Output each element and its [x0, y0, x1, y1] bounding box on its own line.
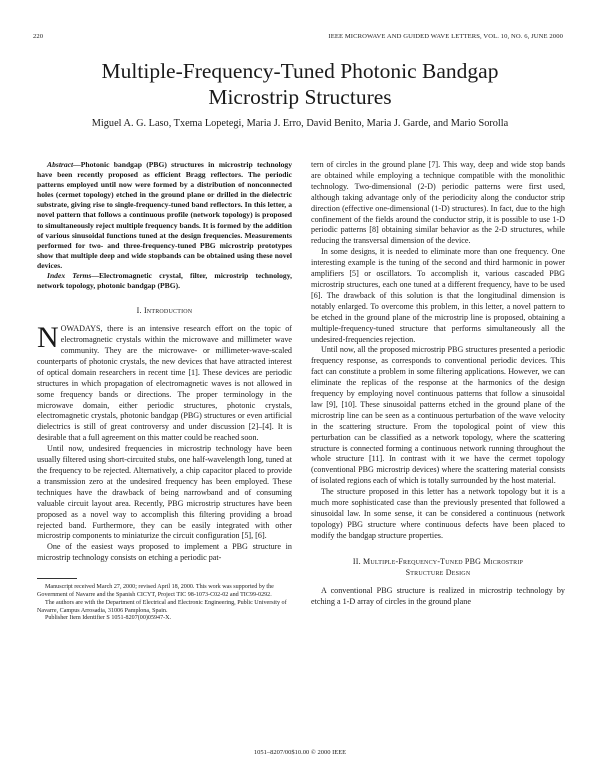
title-line-1: Multiple-Frequency-Tuned Photonic Bandgap — [101, 59, 499, 83]
section-2-title-1: Multiple-Frequency-Tuned PBG Microstrip — [363, 556, 524, 566]
abstract-label: Abstract— — [47, 160, 81, 169]
intro-paragraph-5: Until now, all the proposed microstrip PBG structures presented a periodic frequency response, as corresponds to conventional periodic devices. This fact can constitute a problem in some filtering applications. However, we can eliminate the replicas of the response at the harmonics of the design frequency by employing novel continuous patterns that follow a sinusoidal law [9], [10]. These sinusoidal patterns etched in the ground plane of the microstrip line can be seen as a continuous perturbation of the wave velocity in the scattering structure. From the topological point of view this perturbation can be classified as a network topology, where the scattering structure is connected forming a continuous network running throughout the whole structure [11]. In contrast with it we have the cermet topology (conventional PBG microstrip devices) where the scattering material consists of isolated regions each of which is totally surrounded by the host material. — [311, 345, 565, 486]
copyright-footer: 1051–8207/00$10.00 © 2000 IEEE — [253, 749, 347, 756]
footnote-affiliation: The authors are with the Department of Electrical and Electronic Engineering, Public University of Navarre, Campus Arrosadia, 31006 Pamplona, Spain. — [37, 599, 287, 614]
section-2-paragraph-1: A conventional PBG structure is realized in microstrip technology by etching a 1-D array of circles in the ground plane — [311, 585, 565, 606]
abstract-text: Photonic bandgap (PBG) structures in microstrip technology have been recently proposed as efficient Bragg reflectors. The periodic patterns employed until now were formed by a distribution of nonconnected holes (cermet topology) etched in the ground plane or drilled in the dielectric substrate, giving rise to single-frequency-tuned band reflectors. In this letter, a novel pattern that follows a continuous profile (network topology) is proposed to simultaneously reject multiple frequency bands. It is formed by the addition of various sinusoidal functions tuned at the design frequencies. Measurements performed for two- and three-frequency-tuned PBG microstrip prototypes show that multiple deep and wide stopbands can be obtained using these novel devices. — [37, 160, 292, 270]
drop-cap: N — [37, 321, 59, 355]
section-2-heading — [311, 556, 565, 578]
section-2-title-2: Structure Design — [405, 567, 471, 577]
section-2-heading-line-1 — [311, 556, 565, 567]
journal-header: IEEE MICROWAVE AND GUIDED WAVE LETTERS, VOL. 10, NO. 6, JUNE 2000 — [328, 33, 563, 40]
footnote-manuscript: Manuscript received March 27, 2000; revised April 18, 2000. This work was supported by the Government of Navarre and the Spanish CICYT, Project TIC 98-1073-C02-02 and TIC99-0292. — [37, 584, 274, 598]
authors: Miguel A. G. Laso, Txema Lopetegi, Maria J. Erro, David Benito, Maria J. Garde, and Mario Sorolla — [91, 118, 509, 129]
right-column — [311, 160, 565, 608]
title-line-2: Microstrip Structures — [208, 85, 392, 109]
intro-paragraph-2: Until now, undesired frequencies in microstrip technology have been usually filtered using short-circuited stubs, one half-wavelength long, tuned at the frequency to be rejected. Alternatively, a chip capacitor placed to provide a transmission zero at the undesired frequency has been employed. These techniques have the drawback of being narrowband and of consuming valuable circuit layout area. Recently, PBG microstrip structures have been proposed as a novel way to accomplish this filtering providing a broad rejected band. Furthermore, they can be easily integrated with other microstrip components to miniaturize the circuit configuration [5], [6]. — [37, 444, 292, 541]
intro-paragraph-3: One of the easiest ways proposed to implement a PBG structure in microstrip technology consists on etching a periodic pat- — [37, 542, 292, 563]
intro-paragraph-3-continued: tern of circles in the ground plane [7]. This way, deep and wide stop bands are obtained while employing a technique compatible with the monolithic technology. Two-dimensional (2-D) periodic patterns were first used, although taking advantage only of the periodicity along the conductor strip direction (effective one-dimensional (1-D) structures). In fact, due to the high confinement of the fields around the conductor strip, it is possible to use 1-D periodic patterns [8] obtaining similar behavior as the 2-D structures, while reducing the transversal dimension of the device. — [311, 160, 565, 246]
intro-paragraph-4: In some designs, it is needed to eliminate more than one frequency. One interesting example is the tuning of the second and third harmonic in power amplifiers [5] or oscillators. To accomplish it, various cascaded PBG microstrip structures, each one tuned at a different frequency, have to be used [6]. The drawback of this solution is that the longitudinal dimension is notably enlarged. To overcome this problem, in this letter, a novel pattern to be etched in the ground plane of the microstrip line is proposed, obtaining a multiple-frequency-tuned structure that performs simultaneously all the undesired-frequencies rejection. — [311, 247, 565, 344]
index-terms-label: Index Terms— — [47, 271, 99, 281]
section-2-number: II. — [352, 556, 361, 566]
footnote-identifier: Publisher Item Identifier S 1051-8207(00)05947-X. — [45, 615, 172, 622]
paper-title — [40, 58, 560, 110]
intro-paragraph-1-text: there is an intensive research effort on the topic of electromagnetic crystals within the microwave and millimeter wave community. They are the microwave- or millimeter-wave-scaled counterparts of photonic crystals, the new devices that have attracted interest of optical domain researchers in recent time [1]. These devices are periodic structures in which propagation of electromagnetic waves is not allowed in some frequency bands or directions. The proper terminology in the microwave domain, either periodic structures, photonic crystals, electromagnetic crystals, photonic bandgap (PBG) structures or even artificial dielectrics is still of great controversy and under discussion [2]–[4]. It is desirable that a full agreement on this matter could be reached soon. — [37, 324, 292, 443]
footnote — [37, 584, 292, 623]
index-terms — [37, 271, 292, 291]
section-1-number: I. — [136, 306, 142, 316]
left-column — [37, 160, 292, 623]
section-1-title: Introduction — [143, 306, 193, 316]
section-1-heading — [37, 305, 292, 316]
intro-paragraph-1 — [37, 321, 292, 444]
page-number: 220 — [33, 33, 44, 40]
abstract — [37, 160, 292, 271]
footnote-rule — [37, 578, 77, 579]
intro-lead-word: OWADAYS, — [60, 324, 103, 334]
index-terms-text: Electromagnetic crystal, filter, microstrip technology, network topology, photonic bandgap (PBG). — [37, 271, 292, 291]
intro-paragraph-6: The structure proposed in this letter has a network topology but it is a much more sophisticated case than the previously presented that followed a sinusoidal law. In some sense, it can be considered a continuous (network topology) PBG structure where continuous defects have been placed to modify the bandgap structure properties. — [311, 487, 565, 540]
